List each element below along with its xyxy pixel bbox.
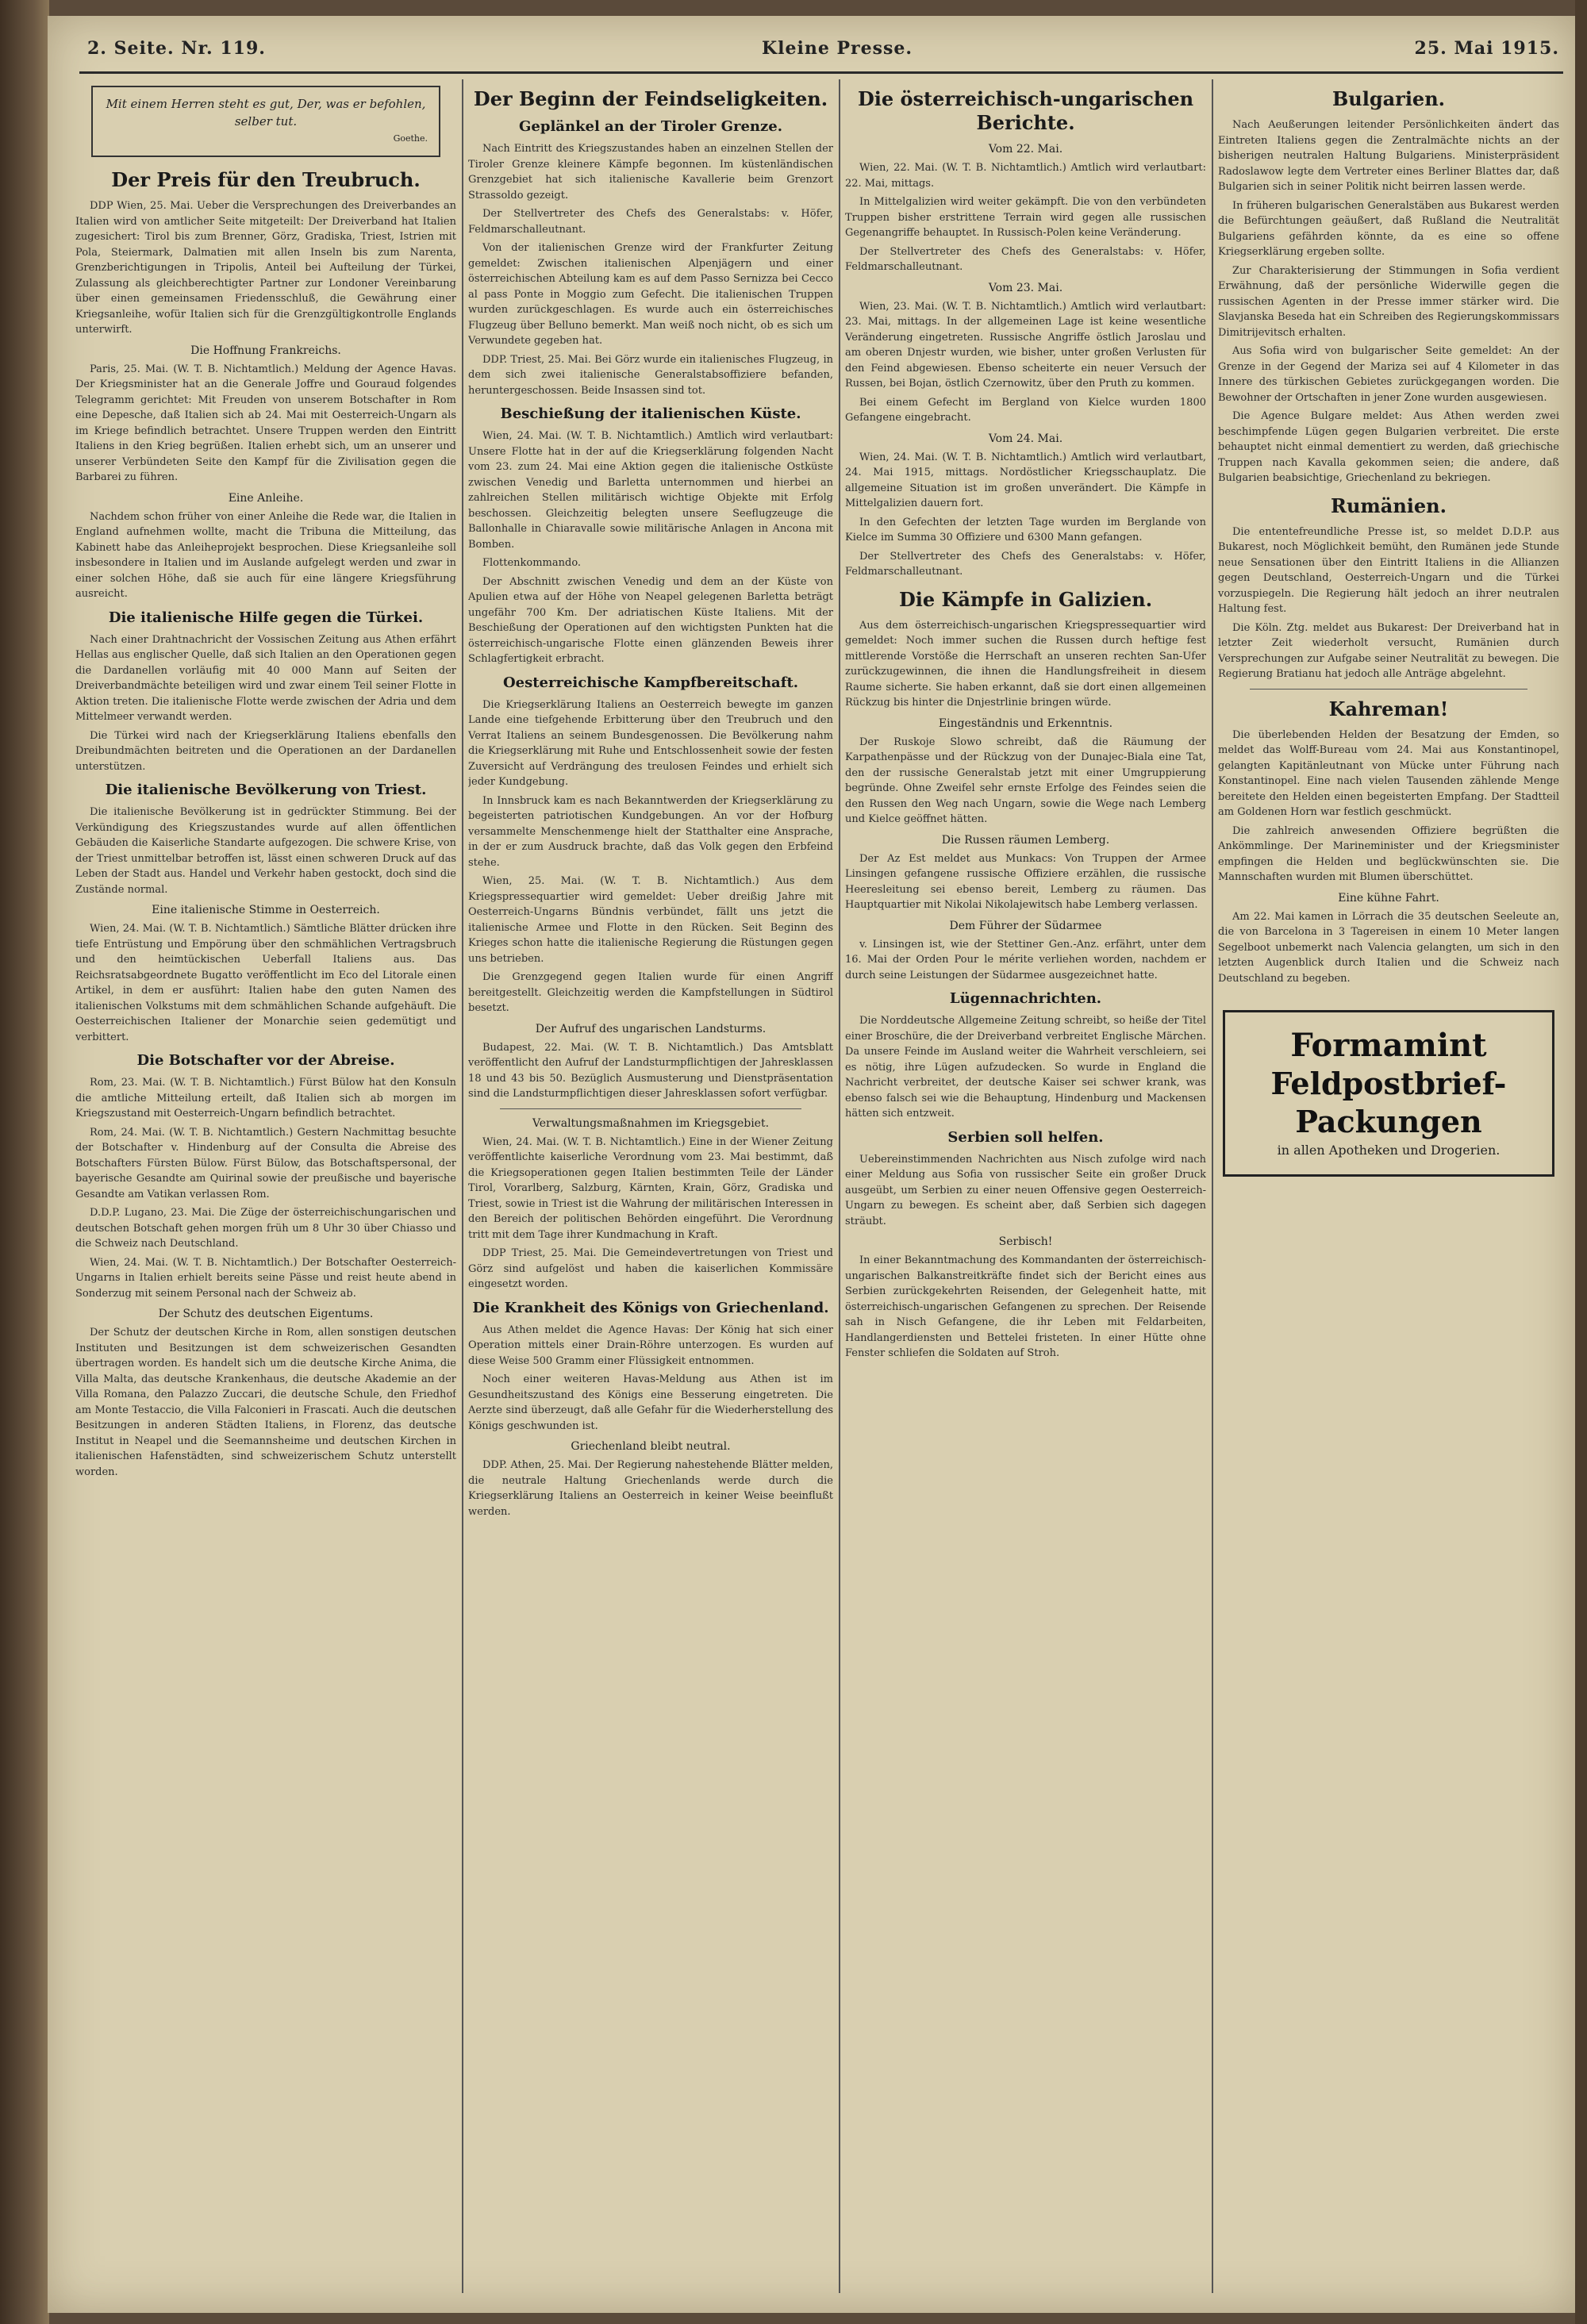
- article-text: Der Schutz der deutschen Kirche in Rom, allen sonstigen deutschen Instituten und Besitzungen ist dem schweizerischen Gesandten übertragen worden. Es handelt sich um die deutsche Kirche Anima, die Villa Malta, das deutsche Krankenhaus, die deutsche Akademie an der Villa Romana, den Palazzo Zuccari, die deutsche Schule, den Friedhof am Monte Testaccio, die Villa Falconieri in Frascati. Auch die deutschen Besitzungen in anderen Städten Italiens, in Florenz, das deutsche Institut in Neapel und die Seemannsheime und deutschen Kirchen in italienischen Hafenstädten, sind schweizerischem Schutz unterstellt worden.: [75, 1327, 456, 1478]
- article-text: Am 22. Mai kamen in Lörrach die 35 deutschen Seeleute an, die von Barcelona in 3 Tagereisen in einem 10 Meter langen Segelboot unbemerkt nach Valencia gelangten, um sich in den letzten Augenblick durch Italien und die Schweiz nach Deutschland zu begeben.: [1218, 910, 1559, 985]
- page-edge: [1575, 0, 1587, 2324]
- article-text: Wien, 24. Mai. (W. T. B. Nichtamtlich.) Eine in der Wiener Zeitung veröffentlichte kaiserliche Verordnung vom 23. Mai bestimmt, daß die Kriegsoperationen gegen Italien bestimmten Teile der Länder Tirol, Vorarlberg, Salzburg, Kärnten, Krain, Görz, Gradiska und Triest, sowie in Triest ist die Wahrung der militärischen Interessen in den Bereich der politischen Behörden eingeführt. Die Verordnung tritt mit dem Tage ihrer Kundmachung in Kraft.: [468, 1135, 833, 1241]
- article-text: Der Ruskoje Slowo schreibt, daß die Räumung der Karpathenpässe und der Rückzug von der Dunajec-Biala eine Tat, den der russische Generalstab jetzt mit einer Umgruppierung begründe. Ohne Zweifel sehr ernste Erfolge des Feindes seien die den Russen den Weg nach Ungarn, sowie die Wege nach Lemberg und Kielce geöffnet hätten.: [845, 736, 1206, 825]
- subheading: Der Aufruf des ungarischen Landsturms.: [535, 1022, 767, 1035]
- article-text: D.D.P. Lugano, 23. Mai. Die Züge der österreichischungarischen und deutschen Botschaft gehen morgen früh um 8 Uhr 30 über Chiasso und die Schweiz nach Deutschland.: [75, 1207, 456, 1250]
- article-heading: Die Krankheit des Königs von Griechenland.: [472, 1299, 829, 1316]
- article-text: DDP Triest, 25. Mai. Die Gemeindevertretungen von Triest und Görz sind aufgelöst und haben die kaiserlichen Kommissäre eingesetzt worden.: [468, 1247, 833, 1290]
- article-text: DDP. Athen, 25. Mai. Der Regierung nahestehende Blätter melden, die neutrale Haltung Griechenlands werde durch die Kriegserklärung Italiens an Oesterreich in keiner Weise beeinflußt werden.: [468, 1459, 833, 1518]
- header-rule: [79, 71, 1563, 74]
- article-heading: Lügennachrichten.: [949, 990, 1102, 1007]
- article-text: In den Gefechten der letzten Tage wurden im Berglande von Kielce im Summa 30 Offiziere und 6300 Mann gefangen.: [845, 516, 1206, 544]
- article-text: In Mittelgalizien wird weiter gekämpft. Die von den verbündeten Truppen bisher erstrittene Terrain wird gegen alle russischen Gegenangriffe behauptet. In Russisch-Polen keine Veränderung.: [845, 196, 1206, 239]
- article-text: Bei einem Gefecht im Bergland von Kielce wurden 1800 Gefangene eingebracht.: [845, 396, 1206, 424]
- article-text: Budapest, 22. Mai. (W. T. B. Nichtamtlich.) Das Amtsblatt veröffentlicht den Aufruf der Landsturmpflichtigen der Jahresklassen 18 und 43 bis 50. Bezüglich Ausmusterung und Dienstpräsentation sind die Landsturmpflichtigen dieser Jahresklassen sofort verfügbar.: [468, 1041, 833, 1100]
- article-heading: Oesterreichische Kampfbereitschaft.: [502, 674, 799, 691]
- separator: [1250, 689, 1527, 690]
- article-text: Nach Eintritt des Kriegszustandes haben an einzelnen Stellen der Tiroler Grenze kleinere Kämpfe begonnen. Im küstenländischen Grenzgebiet hat sich italienische Kavallerie beim Grenzort Strassoldo gezeigt.: [468, 143, 833, 202]
- article-heading: Die italienische Bevölkerung von Triest.: [105, 782, 427, 798]
- motto-text: Mit einem Herren steht es gut, Der, was er befohlen, selber tut.: [106, 97, 426, 129]
- separator: [500, 1108, 801, 1109]
- subheading: Vom 23. Mai.: [988, 281, 1063, 294]
- article-text: In einer Bekanntmachung des Kommandanten der österreichisch-ungarischen Balkanstreitkräfte findet sich der Bericht eines aus Serbien zurückgekehrten Reisenden, der Gelegenheit hatte, mit österreichisch-ungarischen Gefangenen zu sprechen. Der Reisende sah in Nisch Gefangene, die ihr Leben mit Feldarbeiten, Handlangerdiensten und Bettelei fristeten. In einer Hütte ohne Fenster schliefen die Soldaten auf Stroh.: [845, 1254, 1206, 1359]
- article-heading: Beschießung der italienischen Küste.: [500, 405, 801, 422]
- article-text: Paris, 25. Mai. (W. T. B. Nichtamtlich.) Meldung der Agence Havas. Der Kriegsminister hat an die Generale Joffre und Gouraud folgendes Telegramm gerichtet: Mit Freuden von unserem Botschafter in Rom eine Depesche, daß Italien sich ab 24. Mai mit Oesterreich-Ungarn als im Kriege befindlich betrachtet. Unsere Truppen werden den Eintritt Italiens in den Krieg begrüßen. Italien erhebt sich, um an unserer und unserer Verbündeten Seite den Kampf für die Zivilisation gegen die Barbarei zu führen.: [75, 363, 456, 483]
- column-4: [1218, 79, 1559, 2301]
- article-text: DDP. Triest, 25. Mai. Bei Görz wurde ein italienisches Flugzeug, in dem sich zwei italienische Generalstabsoffiziere befanden, heruntergeschossen. Beide Insassen sind tot.: [468, 353, 833, 397]
- page-number: 2. Seite. Nr. 119.: [87, 38, 266, 59]
- subheading: Vom 24. Mai.: [988, 432, 1063, 445]
- subheading: Eingeständnis und Erkenntnis.: [938, 716, 1113, 730]
- article-text: Aus dem österreichisch-ungarischen Kriegspressequartier wird gemeldet: Noch immer suchen die Russen durch heftige fest mittlerende Vorstöße die Herrschaft an unseren rechten San-Ufer zurückzugewinnen, die ihnen die Handlungsfreiheit in diesem Raume sicherte. Sie haben erkannt, daß sie dort einen allgemeinen Rückzug bis hinter die Dnjestrlinie bringen würde.: [845, 619, 1206, 709]
- article-text: Nach Aeußerungen leitender Persönlichkeiten ändert das Eintreten Italiens gegen die Zentralmächte nichts an der bisherigen neutralen Haltung Bulgariens. Ministerpräsident Radoslawow legte dem Vertreter eines Berliner Blattes dar, daß Bulgarien sich in seiner Politik nicht beirren lassen werde.: [1218, 119, 1559, 193]
- article-text: Wien, 24. Mai. (W. T. B. Nichtamtlich.) Der Botschafter Oesterreich-Ungarns in Italien erhielt bereits seine Pässe und reist heute abend in Sonderzug mit seinem Personal nach der Schweiz ab.: [75, 1256, 456, 1300]
- article-text: Noch einer weiteren Havas-Meldung aus Athen ist im Gesundheitszustand des Königs eine Besserung eingetreten. Die Aerzte sind überzeugt, daß alle Gefahr für die Wiederherstellung des Königs geschwunden ist.: [468, 1373, 833, 1432]
- subheading: Die Hoffnung Frankreichs.: [190, 344, 341, 357]
- column-3: [845, 79, 1206, 2301]
- article-text: Wien, 22. Mai. (W. T. B. Nichtamtlich.) Amtlich wird verlautbart: 22. Mai, mittags.: [845, 162, 1206, 190]
- article-text: Die Türkei wird nach der Kriegserklärung Italiens ebenfalls den Dreibundmächten beitreten und die Operationen an der Dardanellen unterstützen.: [75, 729, 456, 773]
- article-text: Die Grenzgegend gegen Italien wurde für einen Angriff bereitgestellt. Gleichzeitig werden die Kampfstellungen in Südtirol besetzt.: [468, 971, 833, 1014]
- article-heading: Der Beginn der Feindseligkeiten.: [473, 87, 828, 110]
- article-heading: Die Botschafter vor der Abreise.: [136, 1052, 395, 1069]
- subheading: Die Russen räumen Lemberg.: [941, 833, 1110, 847]
- article-text: Wien, 23. Mai. (W. T. B. Nichtamtlich.) Amtlich wird verlautbart: 23. Mai, mittags. In der allgemeinen Lage ist keine wesentliche Veränderung eingetreten. Russische Angriffe östlich Jaroslau und am oberen Dnjestr wurden, wie bisher, unter großen Verlusten für den Feind abgewiesen. Ebenso scheiterte ein neuer Versuch der Russen, bei Bojan, östlich Czernowitz, über den Pruth zu kommen.: [845, 300, 1206, 390]
- motto-box: [91, 86, 440, 157]
- article-text: Uebereinstimmenden Nachrichten aus Nisch zufolge wird nach einer Meldung aus Sofia von russischer Seite ein großer Druck ausgeübt, um Serbien zu einer neuen Offensive gegen Oesterreich-Ungarn zu bewegen. Es scheint aber, daß Serbien sich dagegen sträubt.: [845, 1153, 1206, 1227]
- article-text: Die Norddeutsche Allgemeine Zeitung schreibt, so heiße der Titel einer Broschüre, die der Dreiverband verbreitet Englische Märchen. Da unsere Feinde im Ausland weiter die Wahrheit verschleiern, sei es nötig, ihre Lügen aufzudecken. So wurde in England die Nachricht verbreitet, der deutsche Kaiser sei schwer krank, was ebenso falsch sei wie die Behauptung, Hindenburg und Mackensen hätten sich entzweit.: [845, 1015, 1206, 1120]
- advertisement: [1223, 1010, 1554, 1177]
- column-2: [468, 79, 833, 2301]
- article-text: Von der italienischen Grenze wird der Frankfurter Zeitung gemeldet: Zwischen italienischen Alpenjägern und einer österreichischen Abteilung kam es auf dem Passo Sernizza bei Cecco al pass Ponte in Moggio zum Gefecht. Die italienischen Truppen wurden zurückgeschlagen. Es wurde auch ein österreichisches Flugzeug über Belluno bemerkt. Man weiß noch nicht, ob es sich um Verwundete gegeben hat.: [468, 242, 833, 347]
- article-text: Rom, 24. Mai. (W. T. B. Nichtamtlich.) Gestern Nachmittag besuchte der Botschafter v. Hindenburg auf der Consulta die Abreise des Botschafters Fürsten Bülow. Fürst Bülow, das Botschaftspersonal, der bayerische Gesandte am Quirinal sowie der preußische und bayerische Gesandte am Vatikan verlassen Rom.: [75, 1126, 456, 1200]
- article-text: Der Az Est meldet aus Munkacs: Von Truppen der Armee Linsingen gefangene russische Offiziere erzählen, die russische Heeresleitung sei ebenso bereit, Lemberg zu räumen. Das Hauptquartier mit Nikolai Nikolajewitsch habe Lemberg verlassen.: [845, 852, 1206, 911]
- article-text: Der Stellvertreter des Chefs des Generalstabs: v. Höfer, Feldmarschalleutnant.: [845, 550, 1206, 578]
- column-rule: [462, 79, 463, 2293]
- article-heading: Rumänien.: [1331, 494, 1447, 517]
- subheading: Verwaltungsmaßnahmen im Kriegsgebiet.: [532, 1116, 770, 1130]
- article-heading: Serbien soll helfen.: [947, 1128, 1104, 1146]
- article-text: Die italienische Bevölkerung ist in gedrückter Stimmung. Bei der Verkündigung des Kriegszustandes wurde auf allen öffentlichen Gebäuden die Kaiserliche Standarte aufgezogen. Die schwere Krise, von der Triest unmittelbar betroffen ist, lässt einen schweren Druck auf das Leben der Stadt aus. Handel und Verkehr haben gestockt, doch sind die Zustände normal.: [75, 806, 456, 896]
- article-text: Die Kriegserklärung Italiens an Oesterreich bewegte im ganzen Lande eine tiefgehende Erbitterung über den Treubruch und den Verrat Italiens an seinem Bundesgenossen. Die Bevölkerung nahm die Kriegserklärung mit Ruhe und Entschlossenheit sowie der festen Zuversicht auf Verdrängung des treulosen Feindes und erhielt sich jeder Kundgebung.: [468, 698, 833, 788]
- article-text: Nach einer Drahtnachricht der Vossischen Zeitung aus Athen erfährt Hellas aus englischer Quelle, daß sich Italien an den Operationen gegen die Dardanellen vorläufig mit 40 000 Mann auf Seiten der Dreiverbandmächte beteiligen wird und zwar einem Teil seiner Flotte in Aktion treten. Die italienische Flotte werde zwischen der Adria und dem Mittelmeer verwandt werden.: [75, 633, 456, 723]
- article-text: In Innsbruck kam es nach Bekanntwerden der Kriegserklärung zu begeisterten patriotischen Kundgebungen. An vor der Hofburg versammelte Menschenmenge hielt der Statthalter eine Ansprache, in der er zum Ausdruck brachte, daß das Volk gegen den Erbfeind stehe.: [468, 794, 833, 869]
- article-text: Aus Athen meldet die Agence Havas: Der König hat sich einer Operation mittels einer Drain-Röhre unterzogen. Es wurden auf diese Weise 500 Gramm einer Flüssigkeit entnommen.: [468, 1323, 833, 1367]
- subheading: Eine italienische Stimme in Oesterreich.: [152, 904, 380, 916]
- date: 25. Mai 1915.: [1414, 38, 1559, 59]
- article-text: Wien, 24. Mai. (W. T. B. Nichtamtlich.) Sämtliche Blätter drücken ihre tiefe Entrüstung und Empörung über den schmählichen Vertragsbruch und den heimtückischen Ueberfall Italiens aus. Das Reichsratsabgeordnete Bugatto veröffentlicht im Eco del Litorale einen Artikel, in dem er ausführt: Italien habe den guten Namen des italienischen Volkstums mit dem schmählichen Schande aufgehäuft. Die Oesterreichischen Italiener der Monarchie seien gedemütigt und verbittert.: [75, 923, 456, 1043]
- subheading: Serbisch!: [998, 1235, 1053, 1248]
- subheading: Eine kühne Fahrt.: [1338, 891, 1439, 905]
- newspaper-page: [48, 16, 1575, 2313]
- article-text: Wien, 25. Mai. (W. T. B. Nichtamtlich.) Aus dem Kriegspressequartier wird gemeldet: Ueber dreißig Jahre mit Oesterreich-Ungarns Bündnis verbündet, fällt uns jetzt die italienische Armee und Flotte in den Rücken. Seit Beginn des Krieges schon hatte die italienische Regierung die Rüstungen gegen uns betrieben.: [468, 875, 833, 965]
- subheading: Der Schutz des deutschen Eigentums.: [158, 1308, 374, 1320]
- article-text: Rom, 23. Mai. (W. T. B. Nichtamtlich.) Fürst Bülow hat den Konsuln die amtliche Mitteilung erteilt, daß Italien sich ab morgen im Kriegszustand mit Oesterreich-Ungarn befindlich betrachtet.: [75, 1077, 456, 1120]
- article-heading: Der Preis für den Treubruch.: [111, 168, 421, 191]
- ad-footer: in allen Apotheken und Drogerien.: [1277, 1143, 1501, 1158]
- article-text: Nachdem schon früher von einer Anleihe die Rede war, die Italien in England aufnehmen wollte, macht die Tribuna die Mitteilung, das Kabinett habe das Anleiheprojekt besprochen. Diese Kriegsanleihe soll insbesondere in Italien und im Auslande aufgelegt werden und zwar in einer solchen Höhe, daß sie auch für eine längere Kriegsführung ausreicht.: [75, 510, 456, 600]
- article-text: Wien, 24. Mai. (W. T. B. Nichtamtlich.) Amtlich wird verlautbart: Unsere Flotte hat in der auf die Kriegserklärung folgenden Nacht vom 23. zum 24. Mai eine Aktion gegen die italienische Ostküste zwischen Venedig und Barletta unternommen und hierbei an zahlreichen Stellen militärisch wichtige Objekte mit Erfolg beschossen. Gleichzeitig belegten unsere Seeflugzeuge die Ballonhalle in Chiaravalle sowie militärische Anlagen in Ancona mit Bomben.: [468, 430, 833, 551]
- subheading: Griechenland bleibt neutral.: [571, 1440, 731, 1453]
- article-text: Die Agence Bulgare meldet: Aus Athen werden zwei beschimpfende Lügen gegen Bulgarien verbreitet. Die erste behauptet nicht einmal dementiert zu werden, daß griechische Truppen nach Kavalla gekommen seien; die andere, daß Bulgarien beabsichtige, Griechenland zu bekriegen.: [1218, 410, 1559, 484]
- article-text: v. Linsingen ist, wie der Stettiner Gen.-Anz. erfährt, unter dem 16. Mai der Orden Pour le mérite verliehen worden, nachdem er durch seine Leistungen der Südarmee ausgezeichnet hatte.: [845, 938, 1206, 981]
- article-text: Die Köln. Ztg. meldet aus Bukarest: Der Dreiverband hat in letzter Zeit wiederholt versucht, Rumänien durch Versprechungen zur Aufgabe seiner Neutralität zu bewegen. Die Regierung Bratianu hat jedoch alle Anträge abgelehnt.: [1218, 621, 1559, 680]
- article-text: DDP Wien, 25. Mai. Ueber die Versprechungen des Dreiverbandes an Italien wird von amtlicher Seite mitgeteilt: Der Dreiverband hat Italien zugesichert: Tirol bis zum Brenner, Görz, Gradiska, Triest, Istrien mit Pola, Steiermark, Dalmatien mit allen Inseln bis zum Narenta, Grenzberichtigungen in Tripolis, Anteil bei Aufteilung der Türkei, Zulassung als gleichberechtigter Partner zur Londoner Vereinbarung über einen gemeinsamen Friedensschluß, die Gewährung einer Kriegsanleihe, wofür Italien sich für die Grenzgültigkontrolle Englands unterwirft.: [75, 200, 456, 336]
- book-spine: [0, 0, 49, 2324]
- subheading: Dem Führer der Südarmee: [949, 919, 1102, 932]
- article-heading: Kahreman!: [1328, 697, 1449, 720]
- article-text: Wien, 24. Mai. (W. T. B. Nichtamtlich.) Amtlich wird verlautbart, 24. Mai 1915, mittags. Nordöstlicher Kriegsschauplatz. Die allgemeine Situation ist im großen unverändert. Die Kämpfe in Mittelgalizien dauern fort.: [845, 451, 1206, 509]
- column-rule: [1212, 79, 1213, 2293]
- ad-subtitle: Feldpostbrief-Packungen: [1270, 1066, 1507, 1139]
- article-text: Die überlebenden Helden der Besatzung der Emden, so meldet das Wolff-Bureau vom 24. Mai aus Konstantinopel, gelangten Kapitänleutnant von Mücke unter Führung nach Konstantinopel. Eine nach vielen Tausenden zählende Menge bereitete den Helden einen begeisterten Empfang. Der Stadtteil am Goldenen Horn war festlich geschmückt.: [1218, 728, 1559, 818]
- article-text: Flottenkommando.: [482, 557, 582, 569]
- article-heading: Die österreichisch-ungarischen Berichte.: [857, 87, 1194, 134]
- article-text: Aus Sofia wird von bulgarischer Seite gemeldet: An der Grenze in der Gegend der Mariza sei auf 4 Kilometer in das Innere des türkischen Gebietes zurückgegangen worden. Die Bewohner der Ortschaften in jener Zone wurden ausgewiesen.: [1218, 345, 1559, 404]
- article-text: Der Stellvertreter des Chefs des Generalstabs: v. Höfer, Feldmarschalleutnant.: [845, 245, 1206, 273]
- column-rule: [839, 79, 840, 2293]
- subheading: Vom 22. Mai.: [988, 143, 1063, 156]
- article-text: Die zahlreich anwesenden Offiziere begrüßten die Ankömmlinge. Der Marineminister und der Kriegsminister empfingen die Helden und beglückwünschten sie. Die Mannschaften wurden mit Blumen überschüttet.: [1218, 824, 1559, 883]
- masthead: Kleine Presse.: [762, 38, 913, 59]
- article-text: Zur Charakterisierung der Stimmungen in Sofia verdient Erwähnung, daß der persönliche Widerwille gegen die russischen Agenten in der Presse immer stärker wird. Die Slavjanska Beseda hat ein Schreiben des Regierungskommissars Dimitrijevitsch erhalten.: [1218, 264, 1559, 339]
- article-text: Der Abschnitt zwischen Venedig und dem an der Küste von Apulien etwa auf der Höhe von Neapel gelegenen Barletta beträgt ungefähr 700 Km. Der adriatischen Küste Italiens. Mit der Beschießung der Operationen auf den wichtigsten Punkten hat die österreichisch-ungarische Flotte einen glänzenden Beweis ihrer Schlagfertigkeit erbracht.: [468, 575, 833, 665]
- subheading: Eine Anleihe.: [228, 491, 304, 505]
- article-text: Die ententefreundliche Presse ist, so meldet D.D.P. aus Bukarest, noch Möglichkeit bemüht, den Rumänen jede Stunde neue Sensationen über den Eintritt Italiens in die Allianzen gegen Deutschland, Oesterreich-Ungarn und die Türkei vorzuspiegeln. Die Regierung hält jedoch an ihrer neutralen Haltung fest.: [1218, 525, 1559, 615]
- article-heading: Bulgarien.: [1331, 87, 1446, 110]
- column-1: [75, 79, 456, 2301]
- article-heading: Die italienische Hilfe gegen die Türkei.: [108, 609, 424, 626]
- article-subheading: Geplänkel an der Tiroler Grenze.: [519, 118, 782, 135]
- article-text: In früheren bulgarischen Generalstäben aus Bukarest werden die Befürchtungen geäußert, daß Rußland die Neutralität Bulgariens gefährden könnte, da es eine so offene Kriegserklärung ergeben sollte.: [1218, 199, 1559, 258]
- article-text: Der Stellvertreter des Chefs des Generalstabs: v. Höfer, Feldmarschalleutnant.: [468, 208, 833, 236]
- article-heading: Die Kämpfe in Galizien.: [898, 587, 1153, 611]
- motto-author: Goethe.: [393, 133, 428, 144]
- ad-title: Formamint: [1290, 1027, 1487, 1064]
